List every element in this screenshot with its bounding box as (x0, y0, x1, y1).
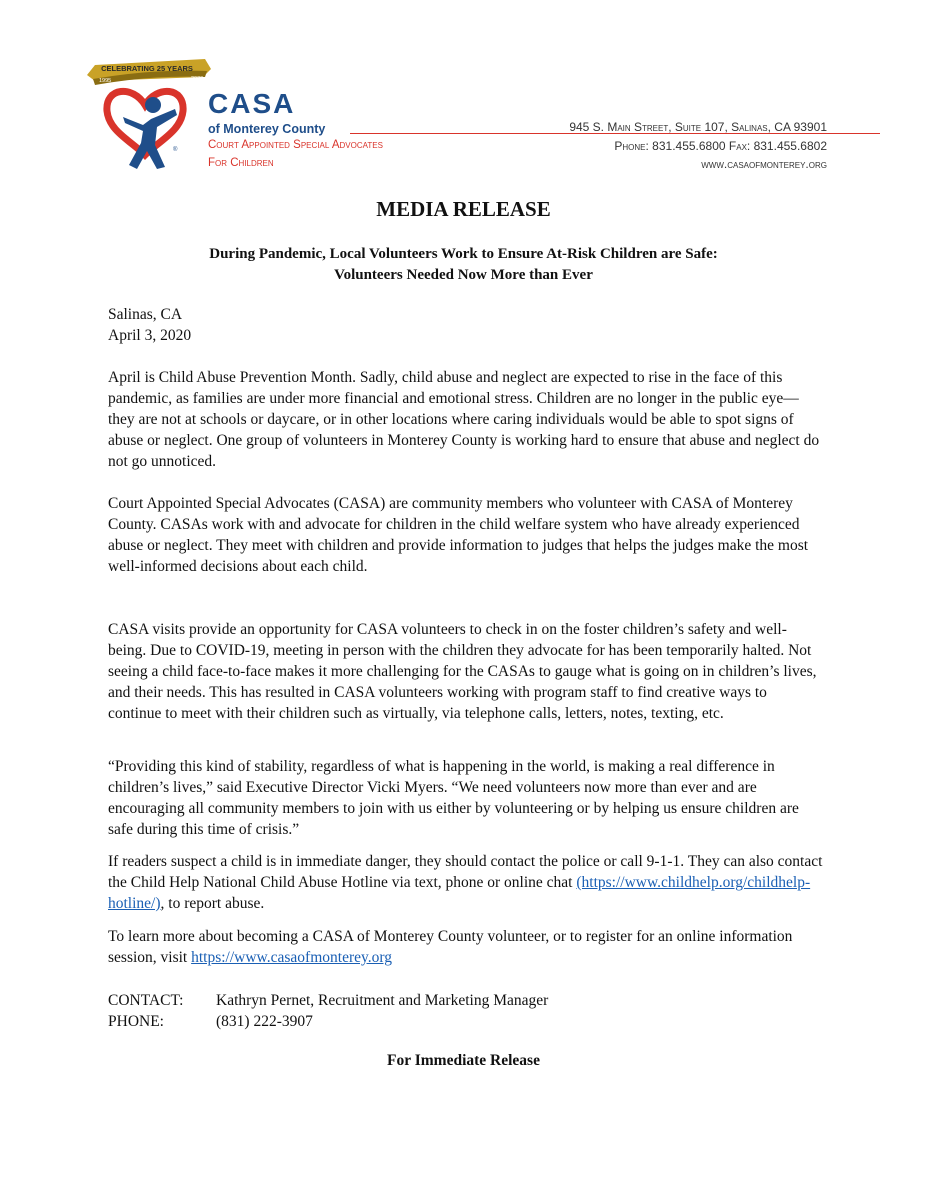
contact-label: CONTACT: (108, 992, 184, 1009)
contact-table (108, 990, 548, 1032)
dateline-date: April 3, 2020 (108, 327, 192, 344)
paragraph-6-text: To learn more about becoming a CASA of Monterey County volunteer, or to register for an online information session, visit (108, 928, 793, 966)
svg-text:®: ® (173, 147, 178, 153)
release-note: For Immediate Release (387, 1052, 540, 1069)
subtitle-line1: During Pandemic, Local Volunteers Work to Ensure At-Risk Children are Safe: (209, 246, 718, 262)
paragraph-6 (108, 926, 823, 968)
banner-year-start: 1995 (99, 78, 112, 84)
phone-value: (831) 222-3907 (216, 1013, 313, 1030)
paragraph-1 (108, 367, 823, 472)
paragraph-2 (108, 493, 823, 577)
casa-website-link[interactable]: https://www.casaofmonterey.org (191, 949, 392, 966)
contact-value: Kathryn Pernet, Recruitment and Marketing Manager (216, 992, 549, 1009)
tagline-line2: For Children (208, 157, 274, 169)
letterhead-contact (505, 118, 827, 173)
phone-fax: Phone: 831.455.6800 Fax: 831.455.6802 (614, 139, 827, 153)
dateline-place: Salinas, CA (108, 306, 183, 323)
subtitle (0, 244, 927, 286)
page-title: MEDIA RELEASE (376, 197, 551, 221)
childhelp-link[interactable]: (https://www.childhelp.org/childhelp-hotline/) (108, 874, 811, 912)
casa-logo (85, 55, 215, 180)
subtitle-line2: Volunteers Needed Now More than Ever (334, 267, 593, 283)
paragraph-5 (108, 851, 823, 914)
paragraph-3 (108, 619, 823, 724)
org-subname: of Monterey County (208, 122, 326, 136)
banner-year-end: 2020 (191, 76, 204, 82)
dateline (108, 304, 191, 346)
phone-label: PHONE: (108, 1013, 164, 1030)
org-name: CASA (208, 88, 296, 119)
tagline-line1: Court Appointed Special Advocates (208, 139, 383, 151)
website: www.casaofmonterey.org (701, 157, 827, 171)
paragraph-5-end: , to report abuse. (160, 895, 265, 912)
paragraph-5-text: If readers suspect a child is in immediate danger, they should contact the police or call 9-1-1. They can also contact the Child Help National Child Abuse Hotline via text, phone or online chat (108, 853, 823, 891)
paragraph-2-text: Court Appointed Special Advocates (CASA) are community members who volunteer with CASA of Monterey County. CASAs work with and advocate for children in the child welfare system who have already experienced abuse or neglect. They meet with children and provide information to judges that helps the judges make the most well-informed decisions about each child. (108, 495, 809, 575)
paragraph-3-text: CASA visits provide an opportunity for CASA volunteers to check in on the foster children’s safety and well-being. Due to COVID-19, meeting in person with the children they advocate for has been temporarily halted. Not seeing a child face-to-face makes it more challenging for the CASAs to gauge what is going on in children’s lives, and their needs. This has resulted in CASA volunteers working with program staff to find creative ways to continue to meet with their children such as virtually, via telephone calls, letters, notes, texting, etc. (108, 621, 817, 722)
paragraph-1-text: April is Child Abuse Prevention Month. Sadly, child abuse and neglect are expected to rise in the face of this pandemic, as families are under more financial and emotional stress. Children are no longer in the public eye—they are not at schools or daycare, or in other locations where caring individuals would be able to spot signs of abuse or neglect. One group of volunteers in Monterey County is working hard to ensure that abuse and neglect do not go unnoticed. (108, 369, 820, 470)
paragraph-4-text: “Providing this kind of stability, regardless of what is happening in the world, is making a real difference in children’s lives,” said Executive Director Vicki Myers. “We need volunteers now more than ever and are encouraging all community members to join with us either by volunteering or by helping us ensure children are safe during this time of crisis.” (108, 758, 799, 838)
banner-text: CELEBRATING 25 YEARS (101, 64, 193, 73)
org-block (208, 90, 383, 172)
address: 945 S. Main Street, Suite 107, Salinas, CA 93901 (569, 120, 827, 134)
paragraph-4 (108, 756, 823, 840)
